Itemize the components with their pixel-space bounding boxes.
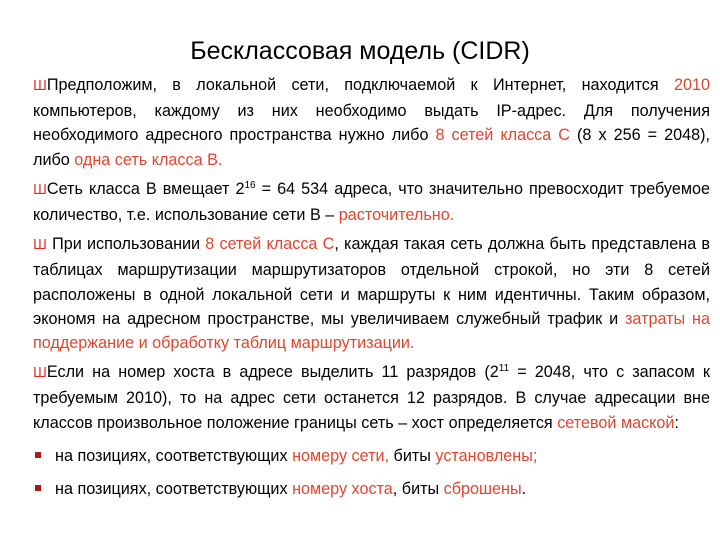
text: (8 х 256 = 2048), либо xyxy=(33,126,710,169)
text: При использовании xyxy=(46,235,206,254)
bullet-item-2 xyxy=(33,477,710,501)
highlight-text: сетевой маской xyxy=(557,413,675,432)
slide-title: Бесклассовая модель (CIDR) xyxy=(190,37,530,65)
paragraph-marker-icon: Ш xyxy=(33,79,47,94)
highlight-text: затраты на поддержание и обработку таблиц маршрутизации. xyxy=(33,309,711,353)
text: на позициях, соответствующих xyxy=(55,480,293,499)
paragraph-1 xyxy=(33,73,710,172)
slide-body xyxy=(33,73,710,501)
paragraph-2 xyxy=(33,177,710,227)
square-bullet-icon xyxy=(35,485,41,491)
exponent: 11 xyxy=(498,363,510,375)
highlight-text: одна сеть класса В. xyxy=(74,150,223,169)
square-bullet-icon xyxy=(35,452,41,458)
text: . xyxy=(521,480,527,499)
highlight-text: сброшены xyxy=(443,480,522,499)
text: Сеть класса В вмещает 2 xyxy=(46,179,245,198)
highlight-text: номеру сети, xyxy=(292,446,390,465)
text: = 64 534 адреса, что значительно превосходит требуемое количество, т.е. использование сети В – xyxy=(33,179,710,225)
text: = 2048, что с запасом к требуемым 2010), то на адрес сети останется 12 разрядов. В случае адресации вне классов произвольное положение границы сеть – хост определяется xyxy=(33,363,710,432)
text: Предположим, в локальной сети, подключаемой к Интернет, находится xyxy=(46,76,674,94)
paragraph-4 xyxy=(33,360,710,435)
highlight-text: номеру хоста xyxy=(292,480,393,499)
text: на позициях, соответствующих xyxy=(55,446,293,465)
text: , биты xyxy=(392,480,444,499)
highlight-text: расточительно. xyxy=(338,206,455,225)
text: компьютеров, каждому из них необходимо выдать IP-адрес. Для получения необходимого адресного пространства нужно либо xyxy=(33,102,710,145)
text: Если на номер хоста в адресе выделить 11 разрядов (2 xyxy=(46,363,499,382)
highlight-text: установлены; xyxy=(435,446,538,465)
exponent: 16 xyxy=(244,179,256,191)
text: , каждая такая сеть должна быть представлена в таблицах маршрутизации маршрутизаторов отдельной строкой, но эти 8 сетей расположены в одной локальной сети и маршруты к ним идентичны. Таким образом, экономя на адресном пространстве, мы увеличиваем служебный трафик и xyxy=(33,235,710,328)
paragraph-3 xyxy=(33,232,710,355)
text: биты xyxy=(389,446,436,465)
highlight-text: 8 сетей класса С xyxy=(205,235,335,254)
highlight-text: 2010 xyxy=(673,76,710,94)
paragraph-marker-icon: Ш xyxy=(33,238,47,254)
paragraph-marker-icon: Ш xyxy=(33,366,47,382)
highlight-text: 8 сетей класса С xyxy=(435,126,570,145)
text: : xyxy=(674,413,679,432)
paragraph-marker-icon: Ш xyxy=(33,182,47,198)
bullet-item-1 xyxy=(33,444,710,468)
